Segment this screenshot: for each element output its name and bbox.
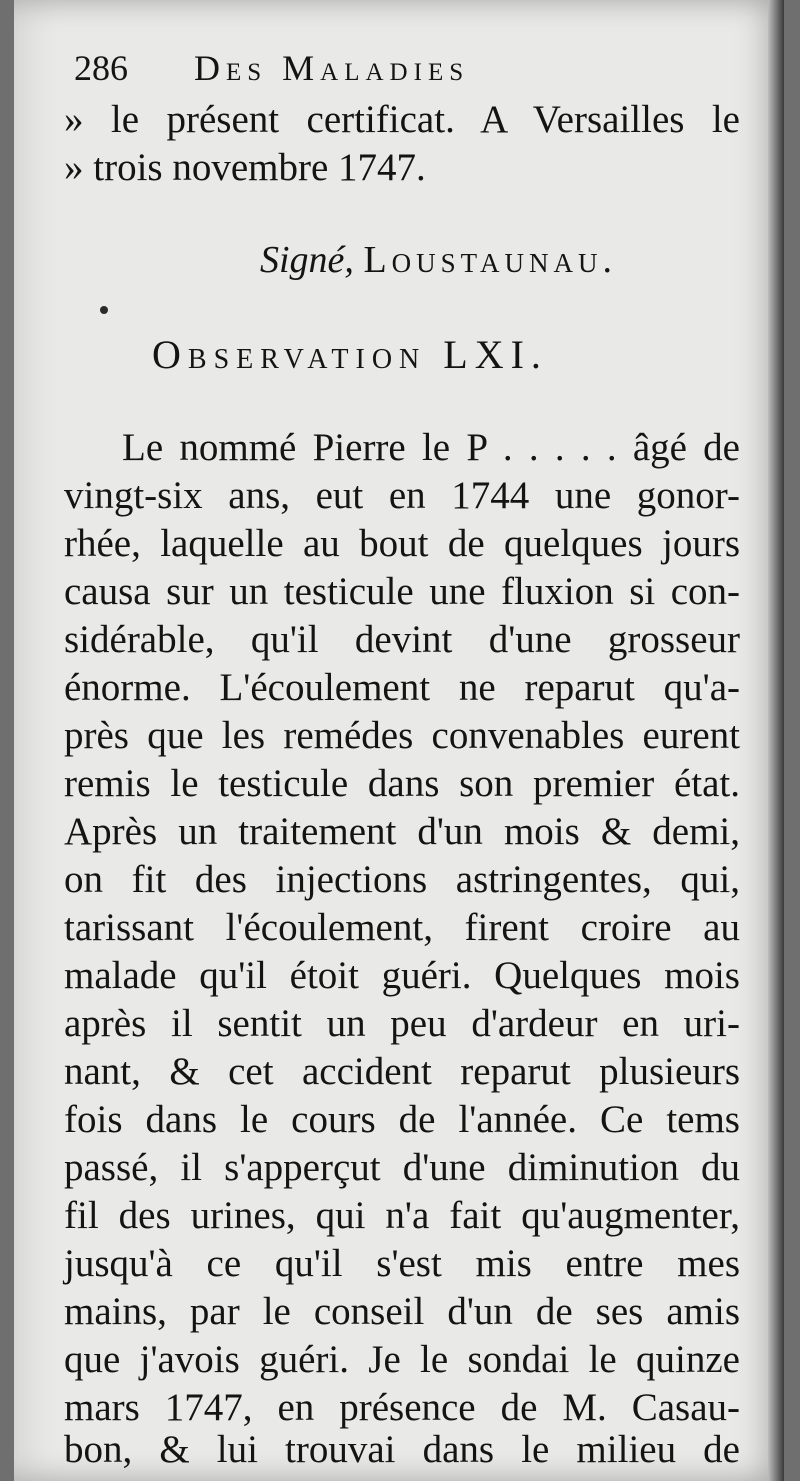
text-line: mars 1747, en présence de M. Casau- xyxy=(64,1386,740,1429)
running-header xyxy=(74,46,634,90)
text-line: tarissant l'écoulement, firent croire au xyxy=(64,906,740,949)
text-line: fois dans le cours de l'année. Ce tems xyxy=(64,1098,740,1141)
text-line: vingt-six ans, eut en 1744 une gonor- xyxy=(64,474,740,517)
text-line: rhée, laquelle au bout de quelques jours xyxy=(64,522,740,565)
text-line: Le nommé Pierre le P . . . . . âgé de xyxy=(122,426,740,469)
text-line: passé, il s'apperçut d'une diminution du xyxy=(64,1146,740,1189)
text-line: près que les remédes convenables eurent xyxy=(64,714,740,757)
page-gutter-shadow xyxy=(768,0,784,1481)
text-line: nant, & cet accident reparut plusieurs xyxy=(64,1050,740,1093)
text-line: que j'avois guéri. Je le sondai le quinze xyxy=(64,1338,740,1381)
signature-name: Loustaunau. xyxy=(363,239,617,281)
text-line: mains, par le conseil d'un de ses amis xyxy=(64,1290,740,1333)
signature-line xyxy=(260,236,740,284)
text-line: bon, & lui trouvai dans le milieu de xyxy=(64,1428,740,1471)
text-line: » le présent certificat. A Versailles le xyxy=(64,98,740,141)
text-line: fil des urines, qui n'a fait qu'augmenter, xyxy=(64,1194,740,1237)
text-line: sidérable, qu'il devint d'une grosseur xyxy=(64,618,740,661)
printer-mark xyxy=(100,306,108,314)
text-line: remis le testicule dans son premier état. xyxy=(64,762,740,805)
running-title: Des Maladies xyxy=(194,48,470,88)
text-line: malade qu'il étoit guéri. Quelques mois xyxy=(64,954,740,997)
text-line: Après un traitement d'un mois & demi, xyxy=(64,810,740,853)
text-line: après il sentit un peu d'ardeur en uri- xyxy=(64,1002,740,1045)
signature-label: Signé, xyxy=(260,239,354,281)
text-line: » trois novembre 1747. xyxy=(64,146,426,189)
text-line: on fit des injections astringentes, qui, xyxy=(64,858,740,901)
text-line: énorme. L'écoulement ne reparut qu'a- xyxy=(64,666,740,709)
page-number: 286 xyxy=(74,48,128,88)
text-line: causa sur un testicule une fluxion si con- xyxy=(64,570,740,613)
observation-heading: Observation LXI. xyxy=(152,332,548,377)
text-line: jusqu'à ce qu'il s'est mis entre mes xyxy=(64,1242,740,1285)
book-page xyxy=(14,0,784,1481)
